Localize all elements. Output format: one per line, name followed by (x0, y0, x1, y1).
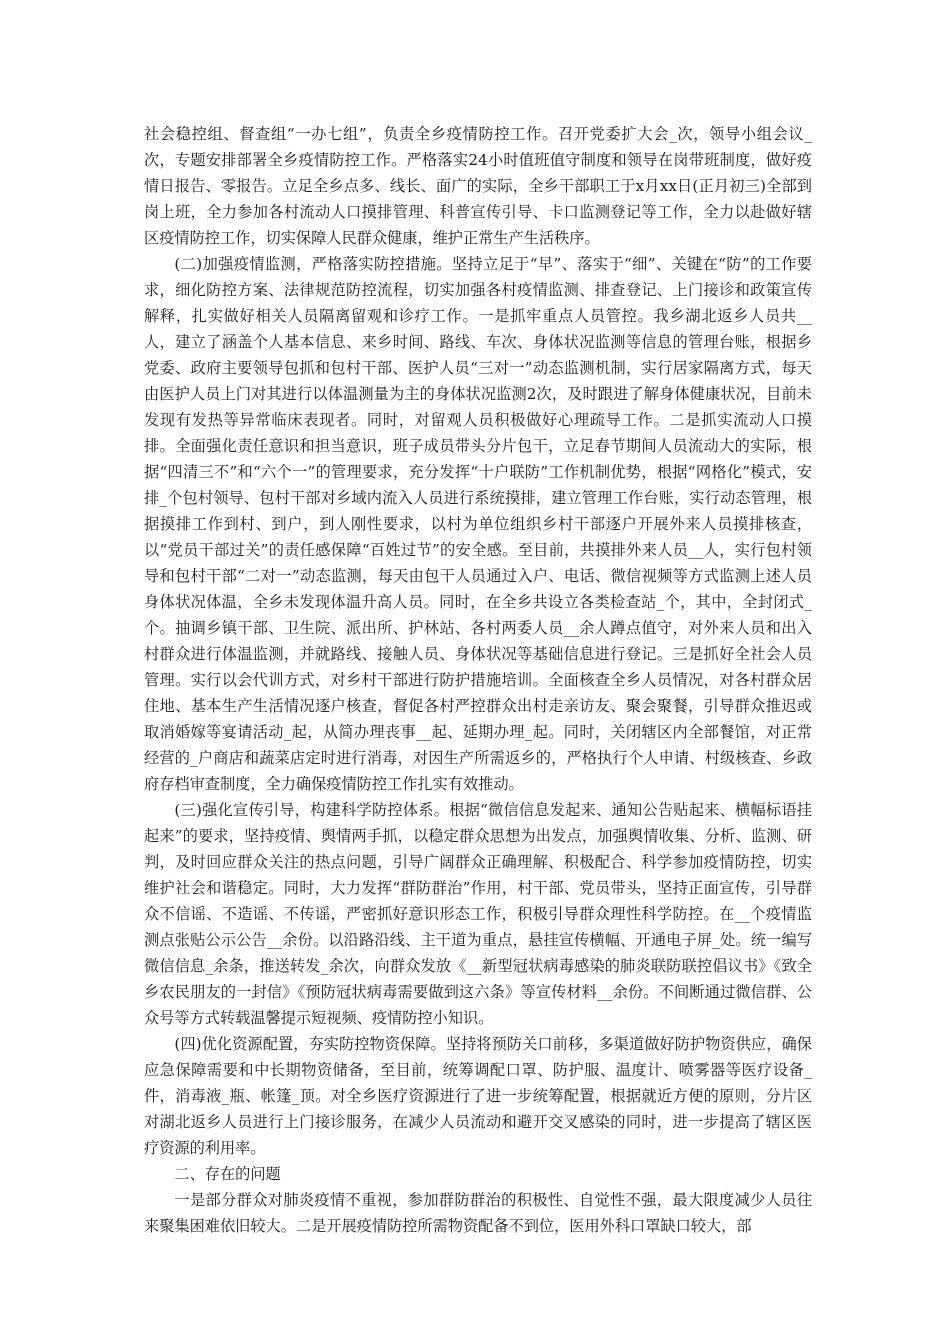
paragraph-intro-continued: 社会稳控组、督查组“一办七组”，负责全乡疫情防控工作。召开党委扩大会_次，领导小组会议_次，专题安排部署全乡疫情防控工作。严格落实24小时值班值守制度和领导在岗带班制度，做好疫情日报告、零报告。立足全乡点多、线长、面广的实际，全乡干部职工于x月xx日(正月初三)全部到岗上班，全力参加各村流动人口摸排管理、科普宣传引导、卡口监测登记等工作，全力以赴做好辖区疫情防控工作，切实保障人民群众健康，维护正常生产生活秩序。 (144, 125, 812, 247)
paragraph-section-2-monitoring: (二)加强疫情监测，严格落实防控措施。坚持立足于“早”、落实于“细”、关键在“防”的工作要求，细化防控方案、法律规范防控流程，切实加强各村疫情监测、排查登记、上门接诊和政策宣传解释，扎实做好相关人员隔离留观和诊疗工作。一是抓牢重点人员管控。我乡湖北返乡人员共__人，建立了涵盖个人基本信息、来乡时间、路线、车次、身体状况监测等信息的管理台账，根据乡党委、政府主要领导包抓和包村干部、医护人员“三对一”动态监测机制，实行居家隔离方式，每天由医护人员上门对其进行以体温测量为主的身体状况监测2次，及时跟进了解身体健康状况，目前未发现有发热等异常临床表现者。同时，对留观人员积极做好心理疏导工作。二是抓实流动人口摸排。全面强化责任意识和担当意识，班子成员带头分片包干，立足春节期间人员流动大的实际，根据“四清三不”和“六个一”的管理要求，充分发挥“十户联防”工作机制优势，根据“网格化”模式，安排_个包村领导、包村干部对乡域内流入人员进行系统摸排，建立管理工作台账，实行动态管理，根据摸排工作到村、到户，到人刚性要求，以村为单位组织乡村干部逐户开展外来人员摸排核查，以“党员干部过关”的责任感保障“百姓过节”的安全感。至目前，共摸排外来人员__人，实行包村领导和包村干部“二对一”动态监测，每天由包干人员通过入户、电话、微信视频等方式监测上述人员身体状况体温，全乡未发现体温升高人员。同时，在全乡共设立各类检查站_个，其中，全封闭式_个。抽调乡镇干部、卫生院、派出所、护林站、各村两委人员__余人蹲点值守，对外来人员和出入村群众进行体温监测，并就路线、接触人员、身体状况等基础信息进行登记。三是抓好全社会人员管理。实行以会代训方式，对乡村干部进行防护措施培训。全面核查全乡人员情况，对各村群众居住地、基本生产生活情况逐户核查，督促各村严控群众出村走亲访友、聚会聚餐，引导群众推迟或取消婚嫁等宴请活动_起，从简办理丧事__起、延期办理_起。同时，关闭辖区内全部餐馆，对正常经营的_户商店和蔬菜店定时进行消毒，对因生产所需返乡的，严格执行个人申请、村级核查、乡政府存档审查制度，全力确保疫情防控工作扎实有效推动。 (144, 255, 812, 793)
paragraph-section-3-publicity: (三)强化宣传引导，构建科学防控体系。根据“微信信息发起来、通知公告贴起来、横幅标语挂起来”的要求，坚持疫情、舆情两手抓，以稳定群众思想为出发点，加强舆情收集、分析、监测、研判，及时回应群众关注的热点问题，引导广阔群众正确理解、积极配合、科学参加疫情防控，切实维护社会和谐稳定。同时，大力发挥“群防群治”作用，村干部、党员带头，坚持正面宣传，引导群众不信谣、不造谣、不传谣，严密抓好意识形态工作，积极引导群众理性科学防控。在__个疫情监测点张贴公示公告__余份。以沿路沿线、主干道为重点，悬挂宣传横幅、开通电子屏_处。统一编写微信信息_余条，推送转发_余次，向群众发放《__新型冠状病毒感染的肺炎联防联控倡议书》《致全乡农民朋友的一封信》《预防冠状病毒需要做到这六条》等宣传材料__余份。不间断通过微信群、公众号等方式转载温馨提示短视频、疫情防控小知识。 (144, 801, 812, 1027)
section-heading-problems: 二、存在的问题 (174, 1165, 281, 1183)
document-page (144, 121, 812, 1239)
paragraph-section-4-resources: (四)优化资源配置，夯实防控物资保障。坚持将预防关口前移，多渠道做好防护物资供应，确保应急保障需要和中长期物资储备，至目前，统筹调配口罩、防护服、温度计、喷雾器等医疗设备_件，消毒液_瓶、帐篷_顶。对全乡医疗资源进行了进一步统筹配置，根据就近方便的原则，分片区对湖北返乡人员进行上门接诊服务，在减少人员流动和避开交叉感染的同时，进一步提高了辖区医疗资源的利用率。 (144, 1035, 812, 1157)
paragraph-problems-list: 一是部分群众对肺炎疫情不重视，参加群防群治的积极性、自觉性不强，最大限度减少人员往来聚集困难依旧较大。二是开展疫情防控所需物资配备不到位，医用外科口罩缺口较大，部 (144, 1191, 812, 1235)
